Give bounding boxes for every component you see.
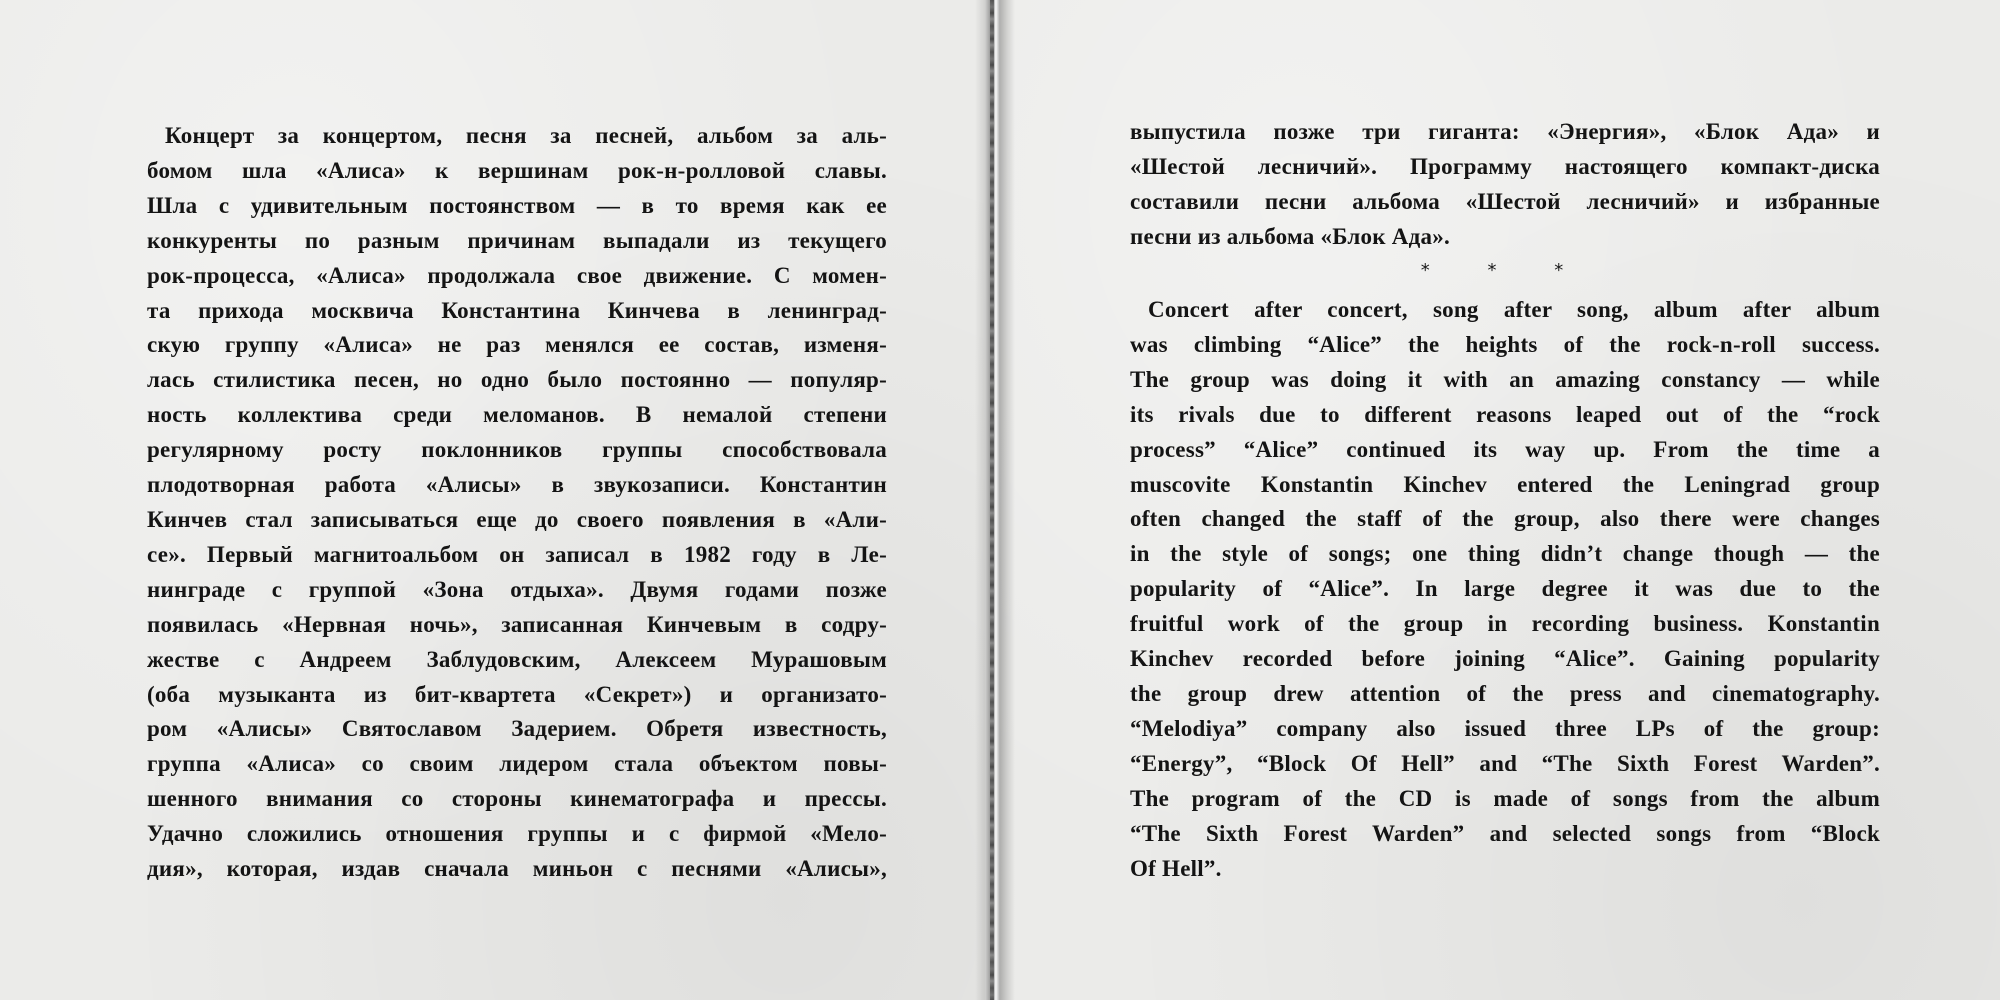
text-line: скую группу «Алиса» не раз менялся ее состав, изменя- [147, 332, 887, 358]
section-separator: * * * [1420, 260, 1590, 281]
text-line: «Шестой лесничий». Программу настоящего компакт-диска [1130, 153, 1880, 179]
text-line: конкуренты по разным причинам выпадали из текущего [147, 227, 887, 253]
text-line: in the style of songs; one thing didn’t change though — the [1130, 541, 1880, 567]
text-line: се». Первый магнитоальбом он записал в 1982 году в Ле- [147, 541, 887, 567]
text-line: нинграде с группой «Зона отдыха». Двумя годами позже [147, 576, 887, 602]
text-line: Концерт за концертом, песня за песней, альбом за аль- [165, 123, 887, 148]
text-line: muscovite Konstantin Kinchev entered the Leningrad group [1130, 471, 1880, 497]
text-line: плодотворная работа «Алисы» в звукозаписи. Константин [147, 472, 887, 498]
text-line: группа «Алиса» со своим лидером стала объектом повы- [147, 751, 887, 777]
text-line: was climbing “Alice” the heights of the rock-n-roll success. [1130, 331, 1880, 357]
text-line: often changed the staff of the group, also there were changes [1130, 506, 1880, 532]
text-line: бомом шла «Алиса» к вершинам рок-н-ролловой славы. [147, 157, 887, 183]
text-line: its rivals due to different reasons leaped out of the “rock [1130, 401, 1880, 427]
text-line: песни из альбома «Блок Ада». [1130, 223, 1451, 249]
text-line: (оба музыканта из бит-квартета «Секрет») и организато- [147, 681, 887, 707]
text-line: Of Hell”. [1130, 855, 1222, 881]
text-line: появилась «Нервная ночь», записанная Кинчевым в содру- [147, 611, 887, 637]
text-line: шенного внимания со стороны кинематографа и прессы. [147, 786, 887, 812]
text-line: ром «Алисы» Святославом Задерием. Обретя известность, [147, 716, 887, 742]
text-line: жестве с Андреем Заблудовским, Алексеем Мурашовым [147, 646, 887, 672]
text-line: регулярному росту поклонников группы способствовала [147, 437, 887, 463]
text-line: составили песни альбома «Шестой лесничий» и избранные [1130, 188, 1880, 214]
text-line: Concert after concert, song after song, album after album [1148, 297, 1880, 322]
text-line: ность коллектива среди меломанов. В немалой степени [147, 402, 887, 428]
text-line: рок-процесса, «Алиса» продолжала свое движение. С момен- [147, 262, 887, 288]
text-line: Кинчев стал записываться еще до своего появления в «Али- [147, 506, 887, 532]
text-line: “Melodiya” company also issued three LPs of the group: [1130, 715, 1880, 741]
booklet-fold [975, 0, 1015, 1000]
fold-crease [990, 0, 994, 1000]
text-line: The program of the CD is made of songs from the album [1130, 785, 1880, 811]
text-line: лась стилистика песен, но одно было постоянно — популяр- [147, 367, 887, 393]
text-line: process” “Alice” continued its way up. From the time a [1130, 436, 1880, 462]
text-line: popularity of “Alice”. In large degree it was due to the [1130, 576, 1880, 602]
text-line: Kinchev recorded before joining “Alice”. Gaining popularity [1130, 646, 1880, 672]
text-line: the group drew attention of the press and cinematography. [1130, 680, 1880, 706]
text-line: fruitful work of the group in recording business. Konstantin [1130, 611, 1880, 637]
text-line: “The Sixth Forest Warden” and selected songs from “Block [1130, 820, 1880, 846]
text-line: дия», которая, издав сначала миньон с песнями «Алисы», [147, 856, 887, 882]
text-line: Удачно сложились отношения группы и с фирмой «Мело- [147, 821, 887, 847]
russian-continuation-block [1130, 115, 1880, 255]
text-line: The group was doing it with an amazing constancy — while [1130, 366, 1880, 392]
english-text-block [1130, 293, 1880, 886]
text-line: та прихода москвича Константина Кинчева в ленинград- [147, 297, 887, 323]
russian-text-block [147, 119, 887, 887]
text-line: “Energy”, “Block Of Hell” and “The Sixth Forest Warden”. [1130, 750, 1880, 776]
text-line: выпустила позже три гиганта: «Энергия», «Блок Ада» и [1130, 119, 1880, 144]
text-line: Шла с удивительным постоянством — в то время как ее [147, 192, 887, 218]
